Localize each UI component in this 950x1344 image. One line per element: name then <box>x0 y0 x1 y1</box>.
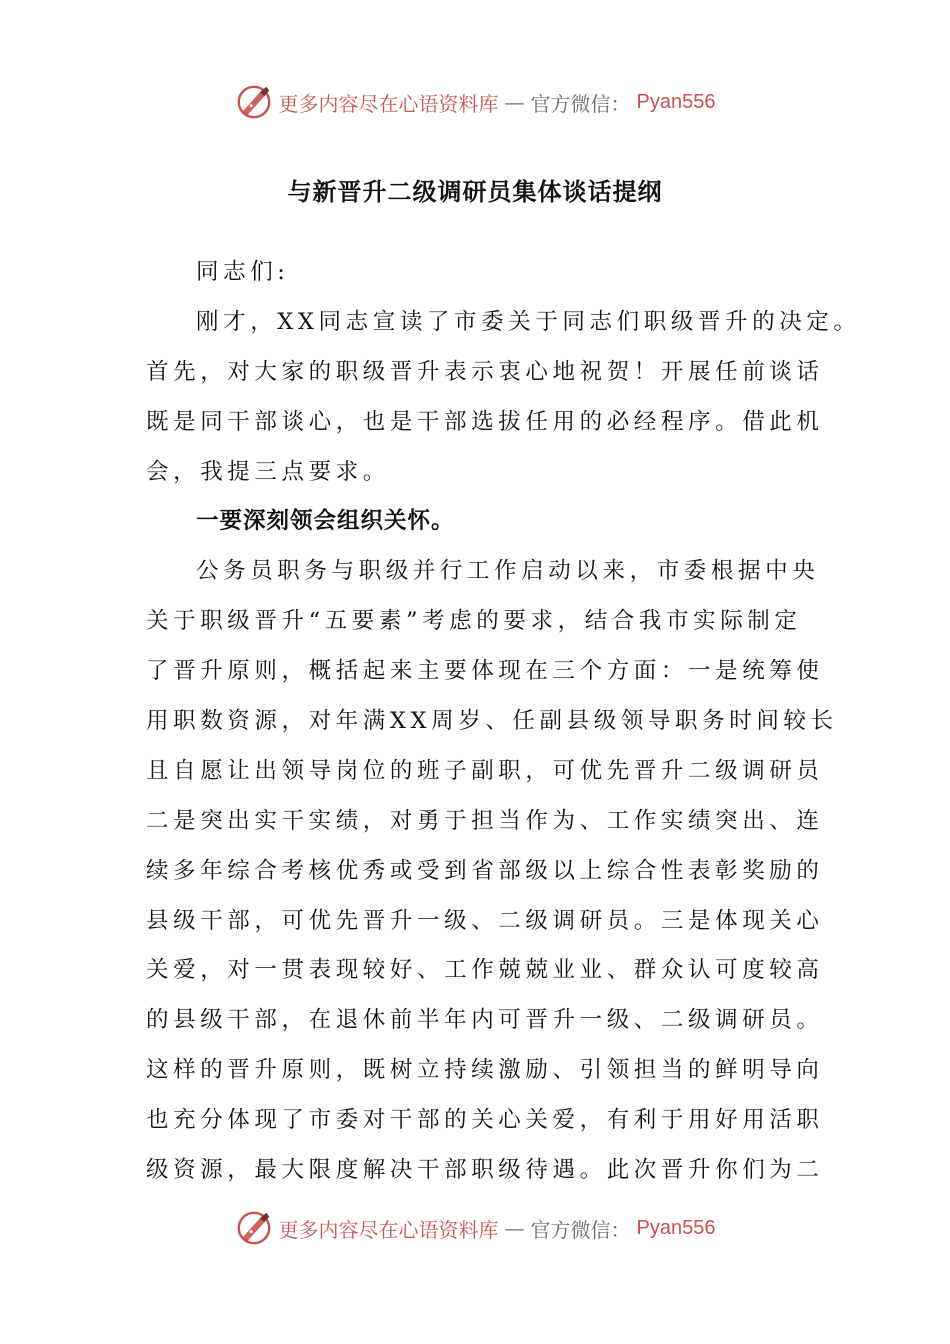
paragraph-line: 公务员职务与职级并行工作启动以来，市委根据中央 <box>196 558 820 585</box>
watermark-wechat-id: Pyan556 <box>636 1216 716 1239</box>
pen-nib-logo-icon <box>235 1209 273 1247</box>
watermark-dash: — <box>504 90 525 114</box>
paragraph-line: 刚才，XX同志宣读了市委关于同志们职级晋升的决定。 <box>196 308 861 335</box>
paragraph-line: 会，我提三点要求。 <box>146 458 390 485</box>
paragraph-line: 既是同干部谈心，也是干部选拔任用的必经程序。借此机 <box>146 408 824 435</box>
watermark-wechat-id: Pyan556 <box>636 90 716 113</box>
document-body <box>146 248 861 1196</box>
paragraph-line: 首先，对大家的职级晋升表示衷心地祝贺！开展任前谈话 <box>146 358 824 385</box>
paragraph-line: 级资源，最大限度解决干部职级待遇。此次晋升你们为二 <box>146 1157 824 1184</box>
paragraph-line: 县级干部，可优先晋升一级、二级调研员。三是体现关心 <box>146 907 824 934</box>
paragraph-line: 这样的晋升原则，既树立持续激励、引领担当的鲜明导向 <box>146 1057 824 1084</box>
paragraph-line: 关于职级晋升“五要素”考虑的要求，结合我市实际制定 <box>146 608 802 635</box>
watermark-dash: — <box>504 1216 525 1240</box>
section-heading: 一要深刻领会组织关怀。 <box>196 508 455 535</box>
paragraph-line: 也充分体现了市委对干部的关心关爱，有利于用好用活职 <box>146 1107 824 1134</box>
watermark-brand-text: 更多内容尽在心语资料库 <box>278 91 499 116</box>
paragraph-line: 续多年综合考核优秀或受到省部级以上综合性表彰奖励的 <box>146 857 824 884</box>
paragraph-line: 用职数资源，对年满XX周岁、任副县级领导职务时间较长 <box>146 708 838 735</box>
watermark-header <box>0 82 950 122</box>
paragraph-line: 二是突出实干实绩，对勇于担当作为、工作实绩突出、连 <box>146 807 824 834</box>
paragraph-line: 且自愿让出领导岗位的班子副职，可优先晋升二级调研员 <box>146 757 824 784</box>
watermark-brand-text: 更多内容尽在心语资料库 <box>278 1217 499 1242</box>
watermark-footer <box>0 1208 950 1248</box>
salutation-line: 同志们: <box>196 259 290 285</box>
paragraph-line: 关爱，对一贯表现较好、工作兢兢业业、群众认可度较高 <box>146 957 824 984</box>
pen-nib-logo-icon <box>235 83 273 121</box>
document-title: 与新晋升二级调研员集体谈话提纲 <box>287 178 663 206</box>
watermark-official-label: 官方微信： <box>530 91 631 116</box>
paragraph-line: 的县级干部，在退休前半年内可晋升一级、二级调研员。 <box>146 1007 824 1034</box>
paragraph-line: 了晋升原则，概括起来主要体现在三个方面：一是统筹使 <box>146 658 824 685</box>
watermark-official-label: 官方微信： <box>530 1217 631 1242</box>
